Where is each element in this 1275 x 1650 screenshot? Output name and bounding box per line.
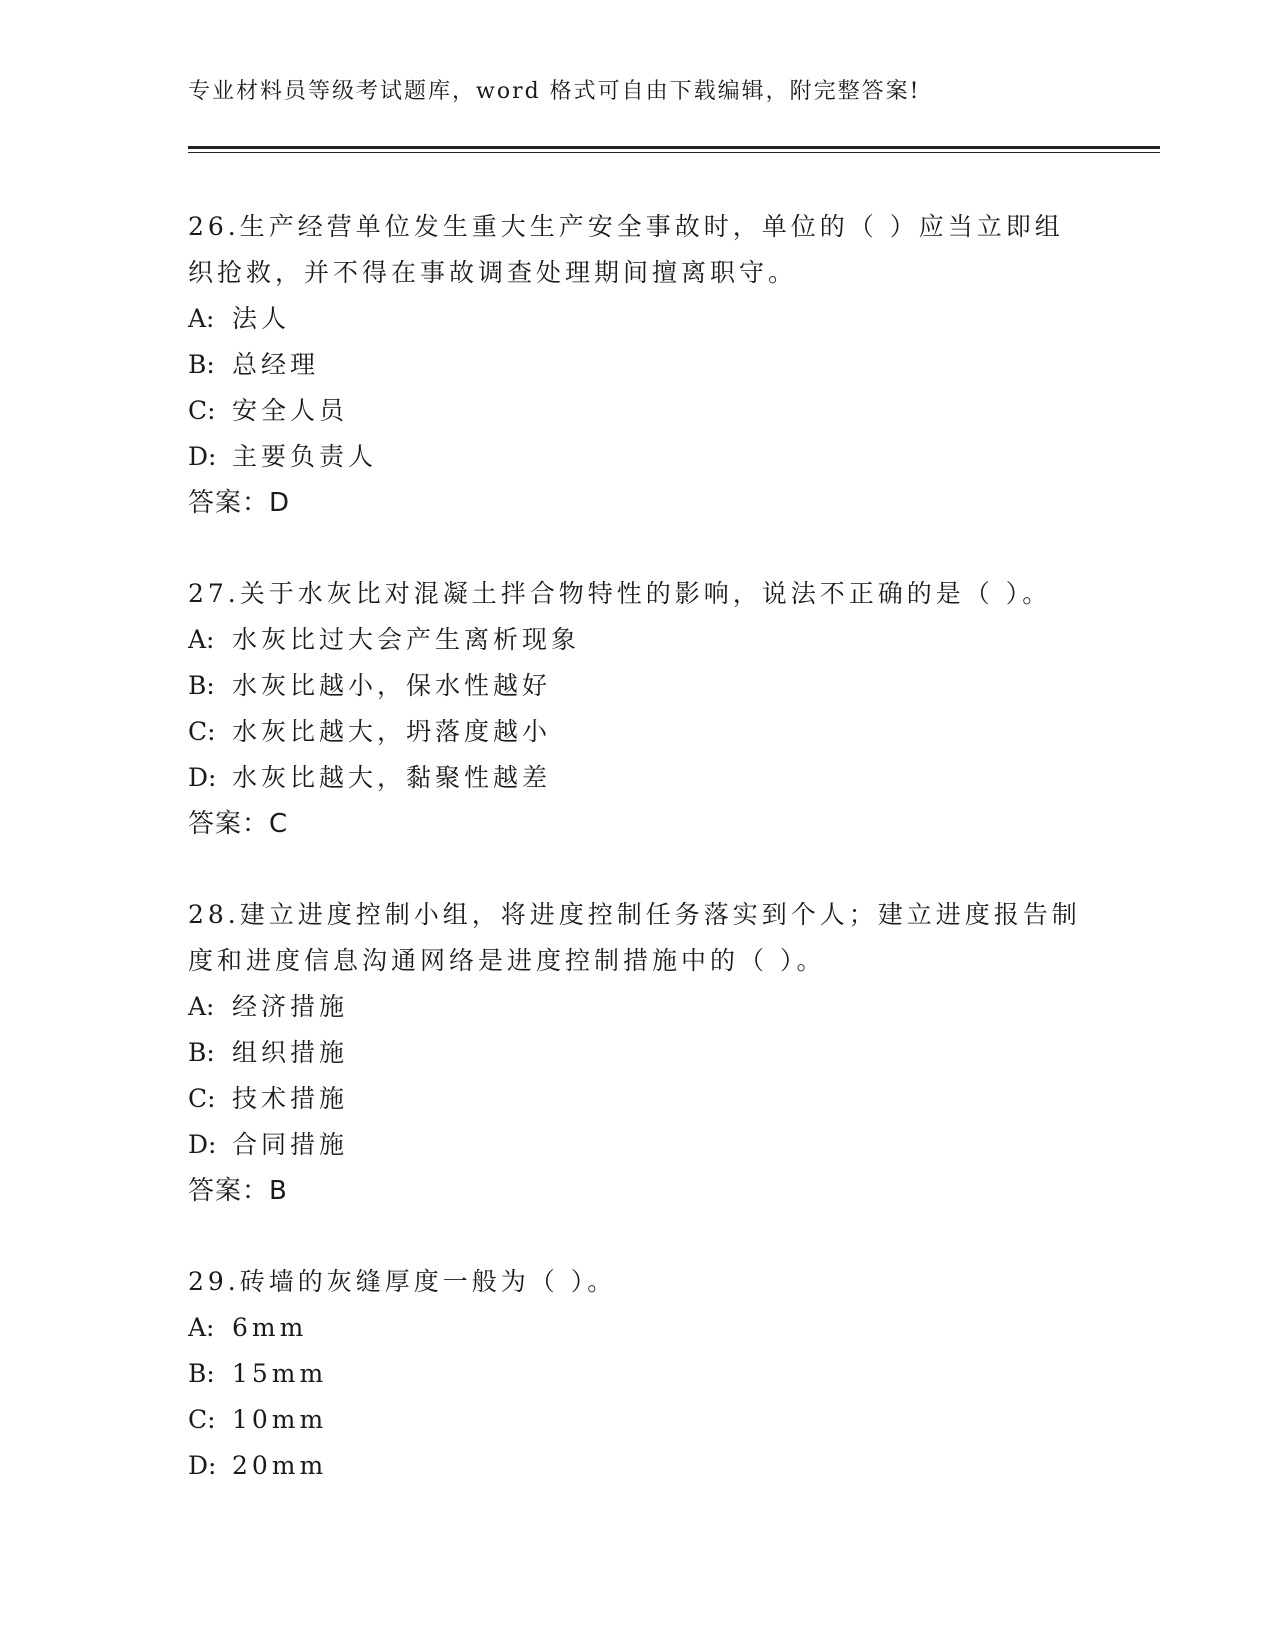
option-a [188,1305,1088,1351]
option-text: 水灰比过大会产生离析现象 [232,625,581,654]
option-c [188,709,1088,755]
option-key: B: [188,350,215,379]
option-key: D: [188,442,217,471]
option-text: 技术措施 [232,1084,349,1113]
option-c [188,1397,1088,1443]
option-text: 主要负责人 [232,442,378,471]
option-c [188,388,1088,434]
option-b [188,663,1088,709]
question-27 [188,571,1088,847]
option-key: C: [188,1084,216,1113]
option-text: 15mm [232,1359,328,1388]
question-stem: 29.砖墙的灰缝厚度一般为（ ）。 [188,1267,617,1296]
option-b [188,1030,1088,1076]
option-text: 6mm [232,1313,308,1342]
answer-line: 答案：C [188,809,289,839]
option-key: A: [188,992,215,1021]
option-text: 10mm [232,1405,328,1434]
question-26 [188,204,1088,526]
option-text: 水灰比越大，黏聚性越差 [232,763,552,792]
option-key: C: [188,1405,216,1434]
answer-line: 答案：D [188,488,291,518]
option-text: 合同措施 [232,1130,349,1159]
question-stem: 27.关于水灰比对混凝土拌合物特性的影响，说法不正确的是（ ）。 [188,579,1052,608]
option-a [188,296,1088,342]
question-list [188,204,1088,1534]
header-rule-thick [188,146,1160,149]
option-a [188,984,1088,1030]
question-stem: 28.建立进度控制小组，将进度控制任务落实到个人；建立进度报告制度和进度信息沟通网络是进度控制措施中的（ ）。 [188,900,1081,975]
option-key: B: [188,1038,215,1067]
option-key: D: [188,763,217,792]
option-text: 法人 [232,304,291,333]
page-header: 专业材料员等级考试题库，word 格式可自由下载编辑，附完整答案! [188,79,921,104]
option-text: 安全人员 [232,396,349,425]
option-text: 20mm [232,1451,328,1480]
option-text: 组织措施 [232,1038,349,1067]
option-c [188,1076,1088,1122]
question-stem: 26.生产经营单位发生重大生产安全事故时，单位的（ ）应当立即组织抢救，并不得在事故调查处理期间擅离职守。 [188,212,1064,287]
option-key: A: [188,304,215,333]
question-29 [188,1259,1088,1489]
question-28 [188,892,1088,1214]
answer-line: 答案：B [188,1176,288,1206]
option-text: 水灰比越大，坍落度越小 [232,717,552,746]
option-text: 水灰比越小，保水性越好 [232,671,552,700]
option-d [188,1443,1088,1489]
option-d [188,1122,1088,1168]
option-a [188,617,1088,663]
option-key: A: [188,625,215,654]
option-text: 经济措施 [232,992,349,1021]
option-key: C: [188,396,216,425]
header-rule-thin [188,152,1160,153]
option-key: C: [188,717,216,746]
option-b [188,342,1088,388]
option-d [188,755,1088,801]
option-key: D: [188,1451,217,1480]
option-key: D: [188,1130,217,1159]
option-text: 总经理 [232,350,320,379]
option-b [188,1351,1088,1397]
option-d [188,434,1088,480]
option-key: B: [188,1359,215,1388]
option-key: A: [188,1313,215,1342]
option-key: B: [188,671,215,700]
